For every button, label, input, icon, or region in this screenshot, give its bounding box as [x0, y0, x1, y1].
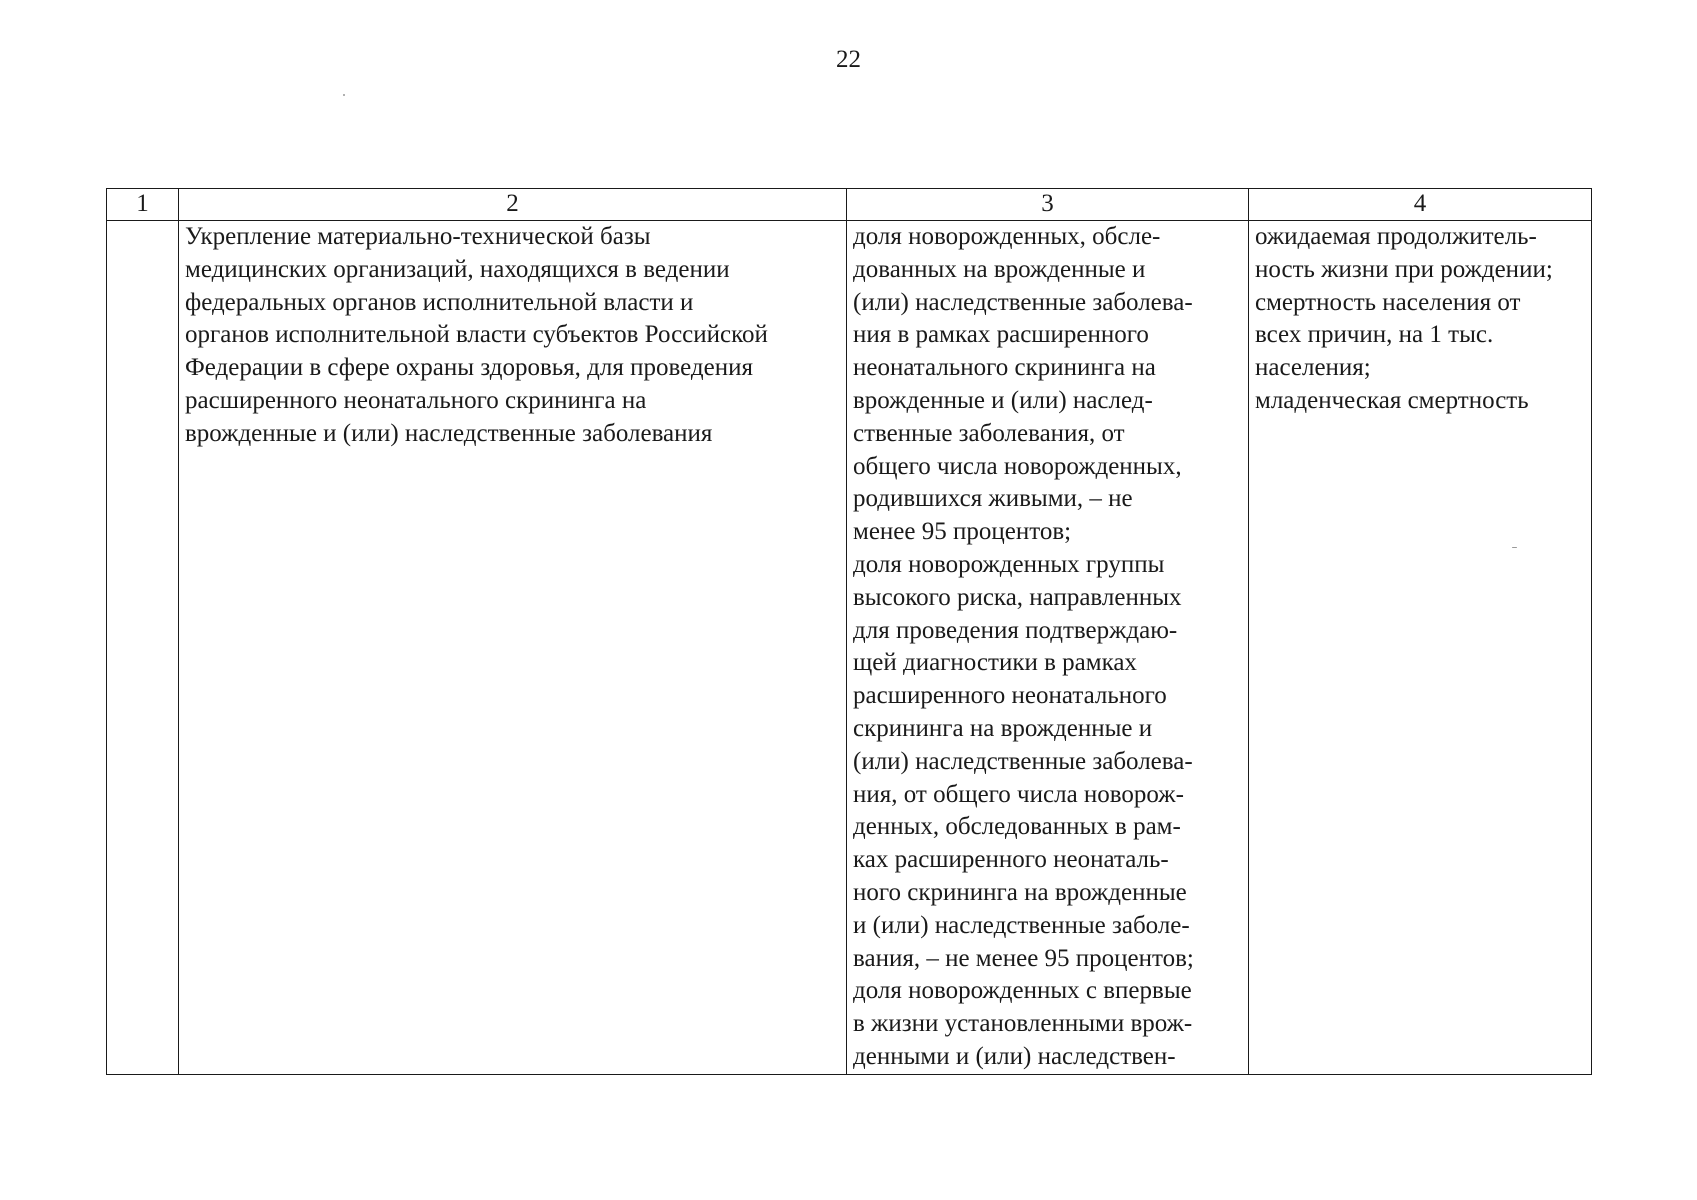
column-header-3: 3: [847, 189, 1249, 221]
column-header-4: 4: [1249, 189, 1592, 221]
measure-text: Укрепление материально-технической базы медицинских организаций, находящихся в ведении федеральных органов исполнительной власти и органов исполнительной власти субъектов Российской Федерации в сфере охраны здоровья, для проведения расширенного неонатального скрининга на врожденные и (или) наследственные заболевания: [185, 223, 768, 447]
measure-cell: [179, 221, 847, 1075]
column-header-1: 1: [107, 189, 179, 221]
indicators-table: [106, 188, 1592, 1075]
table-row: [107, 221, 1592, 1075]
target-indicators-cell: [1249, 221, 1592, 1075]
target-indicators-text: ожидаемая продолжитель- ность жизни при рождении; смертность населения от всех причин, на 1 тыс. населения; младенческая смертность: [1255, 223, 1553, 414]
column-header-2: 2: [179, 189, 847, 221]
scan-speck: [1512, 547, 1517, 548]
table-header-row: [107, 189, 1592, 221]
scan-speck: [343, 94, 345, 96]
result-indicators-text: доля новорожденных, обсле- дованных на врожденные и (или) наследственные заболева- ния в рамках расширенного неонатального скрининга на врожденные и (или) наслед- ственные заболевания, от общего числа новорожденных, родившихся живыми, – не менее 95 процентов; доля новорожденных группы высокого риска, направленных для проведения подтверждаю- щей диагностики в рамках расширенного неонатального скрининга на врожденные и (или) наследственные заболева- ния, от общего числа новорож- денных, обследованных в рам- ках расширенного неонаталь- ного скрининга на врожденные и (или) наследственные заболе- вания, – не менее 95 процентов; доля новорожденных с впервые в жизни установленными врож- денными и (или) наследствен-: [853, 223, 1194, 1070]
page-number: 22: [836, 46, 861, 73]
row-number-cell: [107, 221, 179, 1075]
result-indicators-cell: [847, 221, 1249, 1075]
